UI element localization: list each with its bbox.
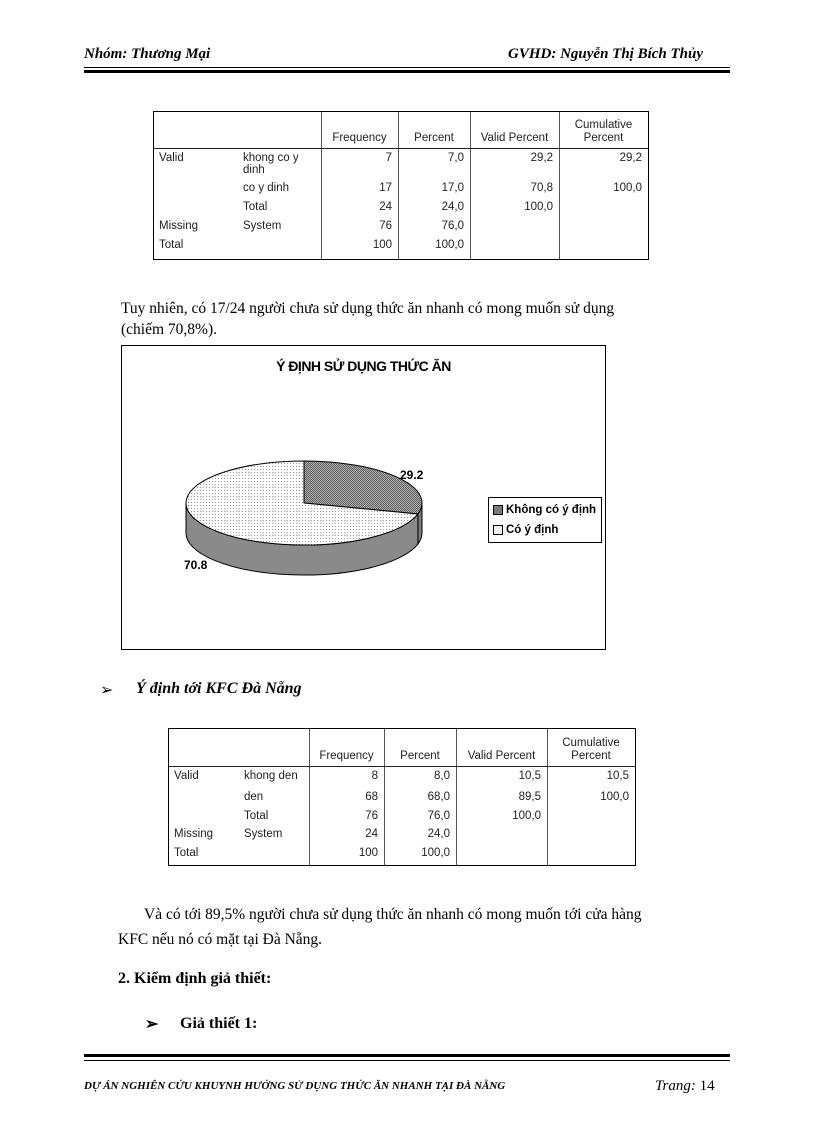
- table-cell-valid-percent: 29,2: [530, 152, 553, 164]
- table-cell-valid-percent: 10,5: [518, 770, 541, 782]
- legend-item-intent: [493, 524, 558, 536]
- table-cell-valid-percent: 89,5: [518, 791, 541, 803]
- table-header-cell: Valid Percent: [467, 750, 536, 762]
- arrow-bullet-icon: ➢: [100, 682, 114, 699]
- table-row-group: Valid: [159, 152, 184, 164]
- table-cell-frequency: 24: [365, 828, 378, 840]
- table-header-cell: Cumulative Percent: [562, 737, 620, 762]
- header-rule-thick: [84, 70, 730, 73]
- table-header-cell: Frequency: [319, 750, 374, 762]
- arrow-bullet-icon-2: ➢: [145, 1016, 159, 1033]
- table-cell-frequency: 100: [358, 847, 378, 859]
- header-rule-thin: [84, 67, 730, 68]
- table-row-label: khong den: [244, 770, 298, 782]
- table-cell-percent: 24,0: [441, 201, 464, 213]
- table-cell-frequency: 76: [379, 220, 392, 232]
- legend-swatch-light: [493, 525, 503, 535]
- table-cell-percent: 8,0: [434, 770, 450, 782]
- table-cell-frequency: 24: [379, 201, 392, 213]
- table-row-label: co y dinh: [243, 182, 290, 194]
- table-row-label: khong co y dinh: [243, 152, 299, 176]
- table-header-cell: Cumulative Percent: [574, 119, 633, 144]
- section-heading-hypothesis: 2. Kiểm định giả thiết:: [118, 970, 272, 987]
- frequency-table-kfc: [168, 728, 636, 866]
- paragraph-2-line-2: KFC nếu nó có mặt tại Đà Nẵng.: [118, 931, 323, 948]
- paragraph-1-line-1: Tuy nhiên, có 17/24 người chưa sử dụng thức ăn nhanh có mong muốn sử dụng: [121, 300, 615, 317]
- table-row-label: System: [244, 828, 283, 840]
- table-cell-percent: 24,0: [427, 828, 450, 840]
- footer-rule-thick: [84, 1054, 730, 1057]
- table-cell-frequency: 100: [372, 239, 392, 251]
- pie-label-no-intent: 29.2: [400, 468, 424, 482]
- footer-project-title: DỰ ÁN NGHIÊN CỨU KHUYNH HƯỚNG SỬ DỤNG THỨC ĂN NHANH TẠI ĐÀ NẴNG: [84, 1080, 506, 1092]
- footer-page: [655, 1078, 715, 1095]
- table-cell-percent: 17,0: [441, 182, 464, 194]
- table-cell-frequency: 7: [385, 152, 392, 164]
- table-header-cell: Valid Percent: [480, 132, 549, 144]
- footer-page-number: 14: [699, 1078, 715, 1094]
- subheading-hypothesis-1: Giả thiết 1:: [180, 1015, 258, 1032]
- table-header-divider: [154, 148, 648, 149]
- table-cell-cumulative: 100,0: [613, 182, 642, 194]
- pie-chart: [121, 345, 606, 650]
- chart-title: Ý ĐỊNH SỬ DỤNG THỨC ĂN: [276, 358, 451, 374]
- header-left: Nhóm: Thương Mại: [84, 46, 211, 62]
- table-header-cell: Percent: [414, 132, 454, 144]
- table-cell-frequency: 76: [365, 810, 378, 822]
- table-header-divider: [169, 766, 635, 767]
- table-row-group: Missing: [174, 828, 213, 840]
- table-header-cell: Frequency: [332, 132, 387, 144]
- table-cell-percent: 68,0: [427, 791, 450, 803]
- legend-item-no-intent: [493, 504, 596, 516]
- legend-swatch-dark: [493, 505, 503, 515]
- table-cell-valid-percent: 100,0: [524, 201, 553, 213]
- paragraph-1-line-2: (chiếm 70,8%).: [121, 321, 217, 338]
- table-cell-percent: 76,0: [427, 810, 450, 822]
- frequency-table-intent: [153, 111, 649, 260]
- paragraph-2-line-1: Và có tới 89,5% người chưa sử dụng thức ăn nhanh có mong muốn tới cửa hàng: [144, 906, 642, 923]
- table-row-label: den: [244, 791, 264, 803]
- table-row-group: Missing: [159, 220, 198, 232]
- table-row-group: Valid: [174, 770, 199, 782]
- table-cell-frequency: 17: [379, 182, 392, 194]
- legend-label-intent: Có ý định: [506, 524, 559, 536]
- table-cell-valid-percent: 70,8: [530, 182, 553, 194]
- section-title-kfc-intent: Ý định tới KFC Đà Nẵng: [136, 680, 302, 697]
- table-header-cell: Percent: [400, 750, 440, 762]
- table-row-label: System: [243, 220, 282, 232]
- footer-page-label: Trang:: [655, 1078, 696, 1094]
- table-row-group: Total: [159, 239, 184, 251]
- table-cell-frequency: 8: [371, 770, 378, 782]
- header-right: GVHD: Nguyễn Thị Bích Thủy: [508, 46, 704, 62]
- pie-label-intent: 70.8: [184, 558, 208, 572]
- table-row-label: Total: [244, 810, 269, 822]
- chart-legend: [488, 497, 602, 543]
- table-cell-percent: 7,0: [448, 152, 464, 164]
- legend-label-no-intent: Không có ý định: [506, 504, 597, 516]
- table-cell-percent: 76,0: [441, 220, 464, 232]
- table-cell-cumulative: 10,5: [606, 770, 629, 782]
- table-cell-percent: 100,0: [421, 847, 450, 859]
- table-cell-frequency: 68: [365, 791, 378, 803]
- table-cell-percent: 100,0: [435, 239, 464, 251]
- table-cell-cumulative: 29,2: [619, 152, 642, 164]
- table-row-label: Total: [243, 201, 268, 213]
- footer-rule-thin: [84, 1060, 730, 1061]
- table-row-group: Total: [174, 847, 199, 859]
- table-cell-valid-percent: 100,0: [512, 810, 541, 822]
- table-cell-cumulative: 100,0: [600, 791, 629, 803]
